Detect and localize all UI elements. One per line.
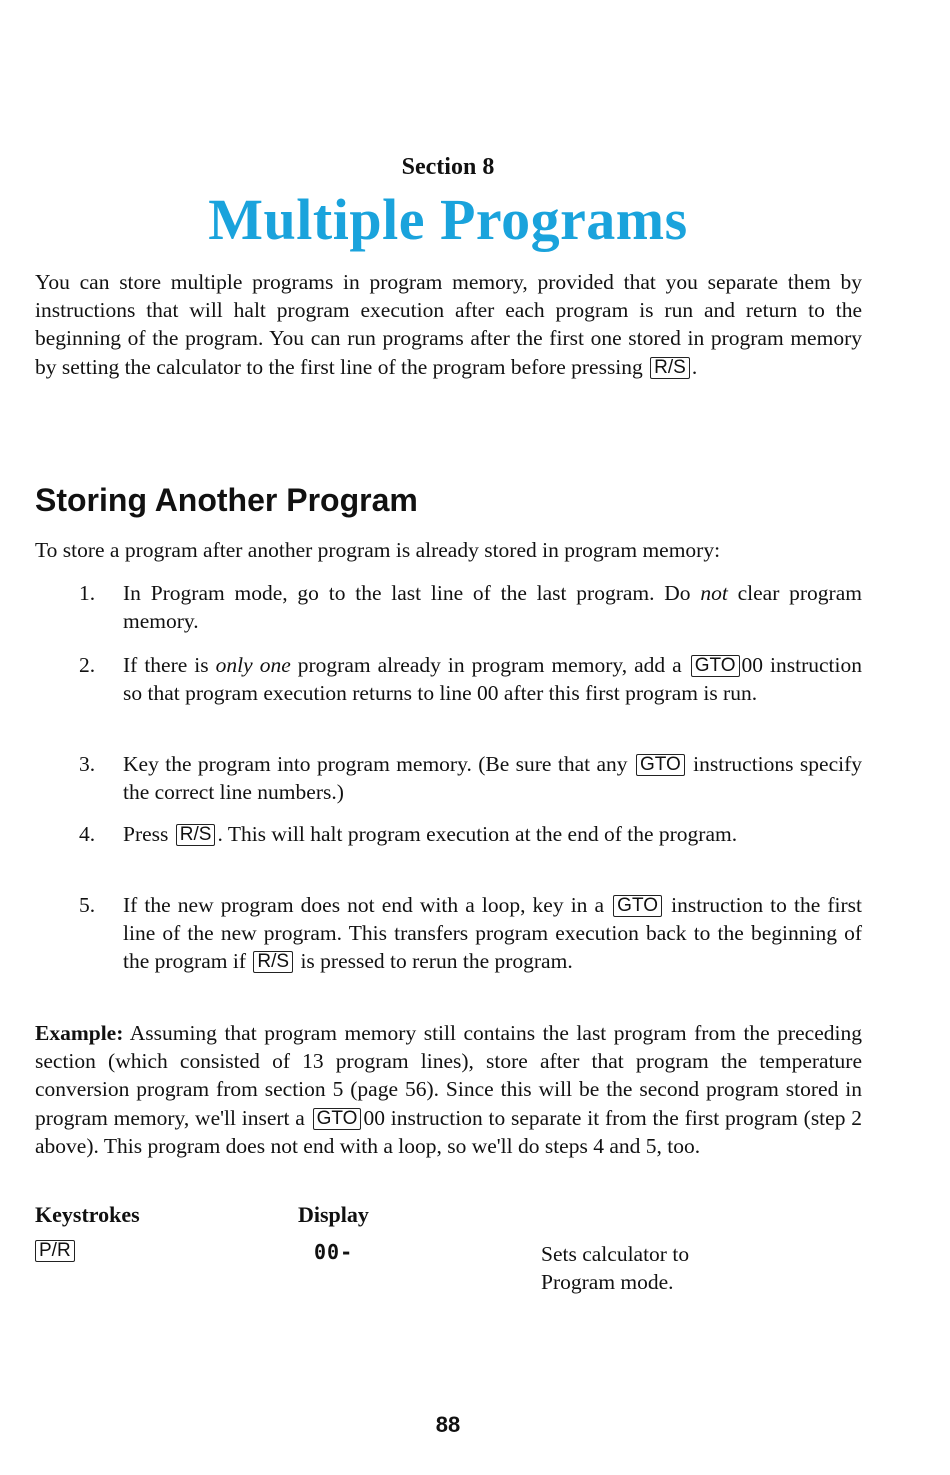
step-text	[123, 651, 862, 707]
step-number: 3.	[79, 752, 96, 776]
display-readout: 00-	[314, 1240, 354, 1264]
example-text: Assuming that program memory still contains the last program from the preceding section (which consisted of 13 program lines), store after that program the temperature conversion program from section 5 (page 56). Since this will be the second program stored in program memory, we'll insert a	[35, 1021, 862, 1130]
step-text-part: . This will halt program execution at the end of the program.	[217, 822, 738, 846]
step-text	[123, 820, 862, 848]
step-text-part: Key the program into program memory. (Be sure that any	[123, 752, 634, 776]
step-number: 4.	[79, 822, 96, 846]
page-number: 88	[435, 1412, 461, 1437]
keystrokes-header: Keystrokes	[35, 1202, 140, 1227]
step-text-part: instructions specify the correct line numbers.)	[123, 752, 862, 805]
example-paragraph	[35, 1019, 862, 1160]
keystroke-cell	[33, 1240, 77, 1262]
step-number: 5.	[79, 893, 96, 917]
step-text-part: instruction to the first line of the new program. This transfers program execution back to the beginning of the program if	[123, 893, 862, 974]
rs-key: R/S	[650, 357, 690, 379]
rs-key: R/S	[176, 824, 216, 846]
step-text	[123, 891, 862, 976]
gto-key: GTO	[313, 1108, 362, 1130]
display-header: Display	[298, 1202, 369, 1227]
step-text-part: If the new program does not end with a loop, key in a	[123, 893, 612, 917]
page-title: Multiple Programs	[208, 187, 688, 252]
step-text-part: 00 instruction so that program execution returns to line 00 after this first program is run.	[123, 653, 863, 706]
example-text: 00 instruction to separate it from the first program (step 2 above). This program does not end with a loop, so we'll do steps 4 and 5, too.	[35, 1105, 862, 1158]
rs-key: R/S	[253, 951, 293, 973]
section-heading: Storing Another Program	[35, 482, 418, 518]
step-text	[123, 750, 862, 806]
step-text-part: Press	[123, 822, 174, 846]
step-text-part: In Program mode, go to the last line of the last program. Do	[123, 581, 701, 605]
description-line: Sets calculator to	[541, 1242, 690, 1266]
example-label: Example:	[35, 1021, 124, 1045]
step-text	[123, 579, 862, 635]
step-emphasis: only one	[215, 653, 291, 677]
lead-paragraph: To store a program after another program is already stored in program memory:	[35, 538, 721, 562]
pr-key: P/R	[35, 1240, 75, 1262]
step-text-part: is pressed to rerun the program.	[295, 949, 573, 974]
gto-key: GTO	[636, 754, 685, 776]
keystroke-description	[541, 1240, 861, 1296]
step-number: 2.	[79, 653, 96, 677]
description-line: Program mode.	[541, 1270, 674, 1295]
step-emphasis: not	[700, 581, 728, 605]
step-text-part: If there is	[123, 653, 216, 677]
intro-text: You can store multiple programs in program memory, provided that you separate them by instructions that will halt program execution after each program is run and return to the beginning of the program. You can run programs after the first one stored in program memory by setting the calculator to the first line of the program before pressing	[35, 270, 862, 379]
step-text-part: program already in program memory, add a	[290, 653, 689, 677]
intro-text-end: .	[691, 354, 698, 379]
section-label: Section 8	[401, 154, 495, 180]
gto-key: GTO	[691, 655, 740, 677]
step-number: 1.	[79, 581, 96, 605]
step-text-part: clear program memory.	[123, 581, 862, 634]
intro-paragraph	[35, 268, 862, 381]
gto-key: GTO	[613, 895, 662, 917]
